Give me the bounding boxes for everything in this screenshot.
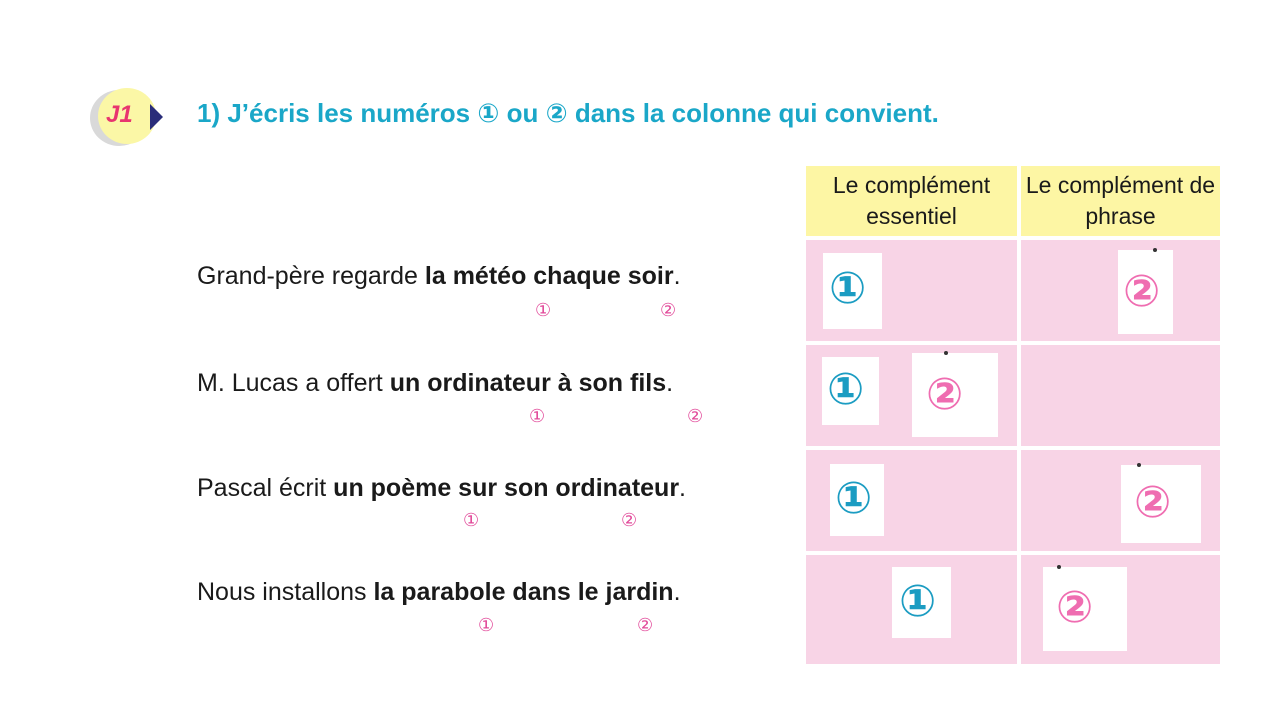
answer-number: ① <box>829 264 867 313</box>
answer-number: ① <box>835 474 873 523</box>
answer-number: ② <box>1134 478 1172 527</box>
marker-2: ② <box>621 510 638 530</box>
sentence-end: . <box>673 262 681 290</box>
answer-card <box>823 253 882 329</box>
sentence-plain: Nous installons <box>197 578 374 606</box>
answer-cell-col2[interactable] <box>1021 555 1220 664</box>
answer-cell-col1[interactable] <box>806 345 1017 446</box>
answer-number: ② <box>1123 267 1161 316</box>
marker-1: ① <box>535 300 552 320</box>
marker-1: ① <box>463 510 480 530</box>
ink-dot <box>1137 463 1141 467</box>
sentence-4 <box>197 578 681 607</box>
sentence-bold: un ordinateur à son fils <box>389 369 667 397</box>
ink-dot <box>1153 248 1157 252</box>
marker-1: ① <box>478 615 495 635</box>
answer-cell-col2[interactable] <box>1021 450 1220 551</box>
answer-cell-col2[interactable] <box>1021 240 1220 341</box>
badge-label: J1 <box>106 101 133 128</box>
sentence-2 <box>197 369 673 398</box>
answer-cell-col2[interactable] <box>1021 345 1220 446</box>
answer-number: ① <box>827 365 865 414</box>
sentence-end: . <box>679 474 686 502</box>
answer-cell-col1[interactable] <box>806 555 1017 664</box>
answer-cell-col1[interactable] <box>806 450 1017 551</box>
answer-card <box>1118 250 1173 334</box>
sentence-bold: un poème sur son ordinateur <box>333 474 680 502</box>
chevron-right-icon <box>150 104 163 130</box>
sentence-1 <box>197 262 681 291</box>
answer-card <box>830 464 884 536</box>
answer-card <box>912 353 998 437</box>
sentence-end: . <box>673 578 681 606</box>
sentence-plain: Grand-père regarde <box>197 262 425 290</box>
answer-number: ② <box>926 370 964 419</box>
sentence-bold: la météo chaque soir <box>424 262 674 290</box>
marker-2: ② <box>687 406 704 426</box>
sentence-plain: M. Lucas a offert <box>197 369 390 397</box>
sentence-end: . <box>666 369 674 397</box>
sentence-3 <box>197 474 686 503</box>
answer-card <box>1121 465 1201 543</box>
exercise-instruction: 1) J’écris les numéros ① ou ② dans la colonne qui convient. <box>197 98 939 128</box>
header-complement-de-phrase: Le complément de phrase <box>1021 166 1220 236</box>
ink-dot <box>944 351 948 355</box>
ink-dot <box>1057 565 1061 569</box>
marker-1: ① <box>529 406 546 426</box>
answer-card <box>892 567 951 638</box>
answer-number: ② <box>1056 583 1094 632</box>
sentence-bold: la parabole dans le jardin <box>373 578 674 606</box>
answer-table <box>806 166 1220 664</box>
marker-2: ② <box>660 300 677 320</box>
sentence-plain: Pascal écrit <box>197 474 334 502</box>
answer-card <box>1043 567 1127 651</box>
answer-number: ① <box>899 577 937 626</box>
answer-cell-col1[interactable] <box>806 240 1017 341</box>
header-complement-essentiel: Le complément essentiel <box>806 166 1017 236</box>
answer-card <box>822 357 879 425</box>
exercise-badge <box>90 88 160 146</box>
marker-2: ② <box>637 615 654 635</box>
